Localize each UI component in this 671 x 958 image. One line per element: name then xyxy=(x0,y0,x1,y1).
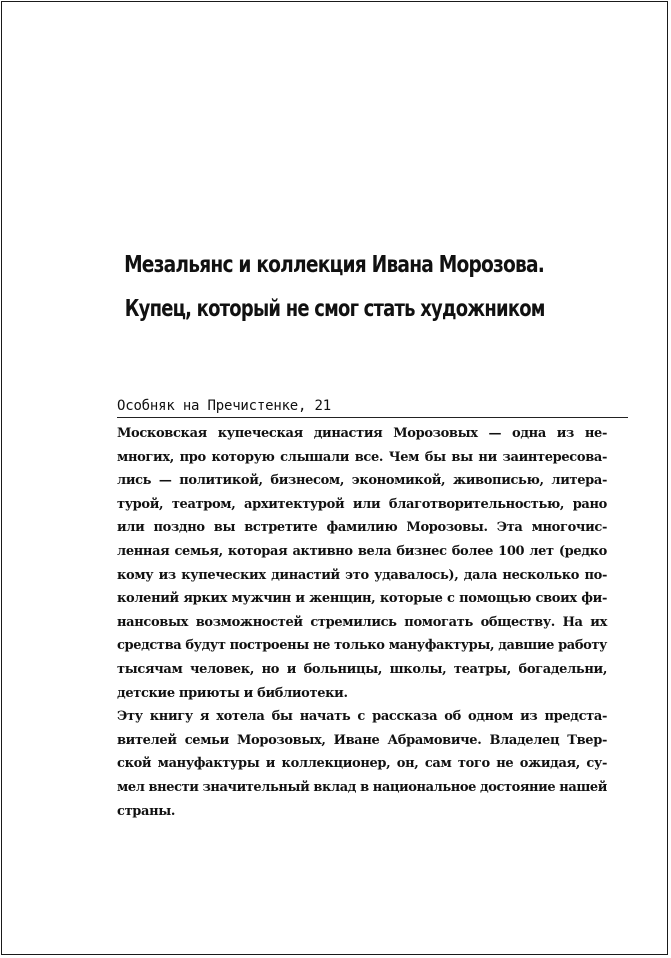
paragraph-2 xyxy=(117,705,607,823)
text-line: колений ярких мужчин и женщин, которые с помощью своих фи- xyxy=(117,591,607,607)
text-line: ленная семья, которая активно вела бизнес более 100 лет (редко xyxy=(117,543,607,559)
text-line: турой, театром, архитектурой или благотворительностью, рано xyxy=(117,496,607,512)
text-line: страны. xyxy=(117,803,176,819)
text-line: нансовых возможностей стремились помогать обществу. На их xyxy=(117,614,607,630)
text-line: Московская купеческая династия Морозовых — одна из не- xyxy=(117,426,607,441)
text-line: Эту книгу я хотела бы начать с рассказа об одном из предста- xyxy=(117,709,607,725)
chapter-title-line-1: Мезальянс и коллекция Ивана Морозова. xyxy=(124,252,545,278)
body-text xyxy=(117,422,607,823)
text-line: кому из купеческих династий это удавалось), дала несколько по- xyxy=(117,567,607,583)
text-line: или поздно вы встретите фамилию Морозовы. Эта многочис- xyxy=(117,520,607,536)
chapter-title-line-2: Купец, который не смог стать художником xyxy=(124,296,545,322)
text-line: лись — политикой, бизнесом, экономикой, живописью, литера- xyxy=(117,473,607,489)
text-line: мел внести значительный вклад в национальное достояние нашей xyxy=(117,779,607,795)
text-line: тысячам человек, но и больницы, школы, театры, богадельни, xyxy=(117,661,607,677)
text-line: многих, про которую слышали все. Чем бы вы ни заинтересова- xyxy=(117,449,607,465)
text-line: вителей семьи Морозовых, Иване Абрамовиче. Владелец Твер- xyxy=(117,732,607,748)
text-line: средства будут построены не только мануфактуры, давшие работу xyxy=(117,638,607,654)
section-subheading: Особняк на Пречистенке, 21 xyxy=(117,398,331,414)
book-page xyxy=(1,1,668,955)
text-line: детские приюты и библиотеки. xyxy=(117,685,348,701)
subheading-rule xyxy=(117,417,628,418)
paragraph-1 xyxy=(117,422,607,705)
text-line: ской мануфактуры и коллекционер, он, сам того не ожидая, су- xyxy=(117,756,607,772)
